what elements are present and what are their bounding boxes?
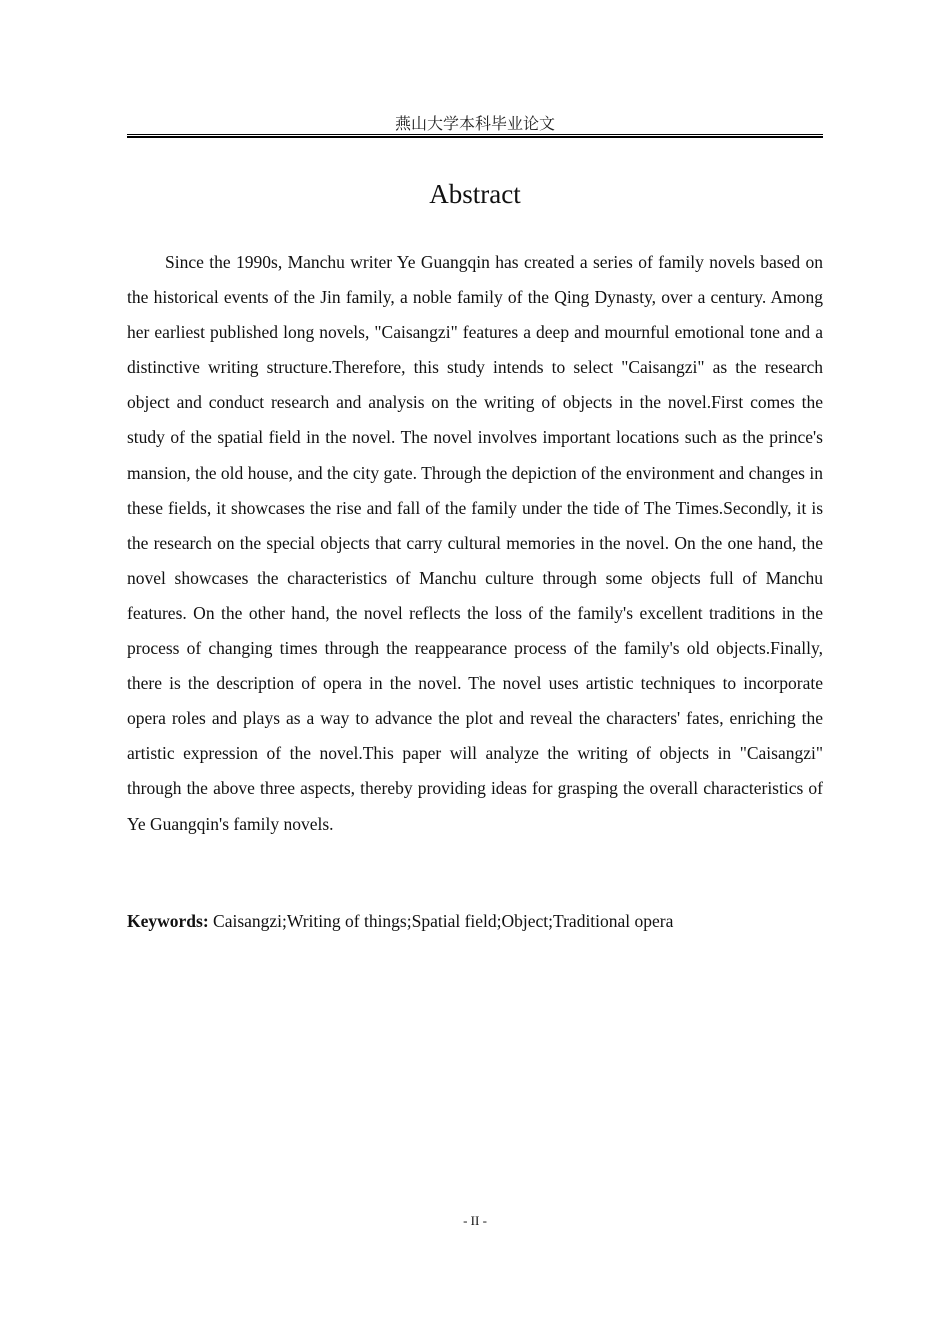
- abstract-title: Abstract: [429, 179, 521, 209]
- header-rule: [127, 134, 823, 138]
- keywords-line: [127, 906, 823, 936]
- keywords-text: Caisangzi;Writing of things;Spatial field;Object;Traditional opera: [213, 911, 674, 931]
- keywords-label: Keywords:: [127, 911, 209, 931]
- page-number: - II -: [463, 1213, 487, 1228]
- running-header: 燕山大学本科毕业论文: [394, 114, 555, 133]
- abstract-body: Since the 1990s, Manchu writer Ye Guangqin has created a series of family novels based on the historical events of the Jin family, a noble family of the Qing Dynasty, over a century. Among her earliest published long novels, "Caisangzi" features a deep and mournful emotional tone and a distinctive writing structure.Therefore, this study intends to select "Caisangzi" as the research object and conduct research and analysis on the writing of objects in the novel.First comes the study of the spatial field in the novel. The novel involves important locations such as the prince's mansion, the old house, and the city gate. Through the depiction of the environment and changes in these fields, it showcases the rise and fall of the family under the tide of The Times.Secondly, it is the research on the special objects that carry cultural memories in the novel. On the one hand, the novel showcases the characteristics of Manchu culture through some objects full of Manchu features. On the other hand, the novel reflects the loss of the family's excellent traditions in the process of changing times through the reappearance process of the family's old objects.Finally, there is the description of opera in the novel. The novel uses artistic techniques to incorporate opera roles and plays as a way to advance the plot and reveal the characters' fates, enriching the artistic expression of the novel.This paper will analyze the writing of objects in "Caisangzi" through the above three aspects, thereby providing ideas for grasping the overall characteristics of Ye Guangqin's family novels.: [127, 252, 823, 834]
